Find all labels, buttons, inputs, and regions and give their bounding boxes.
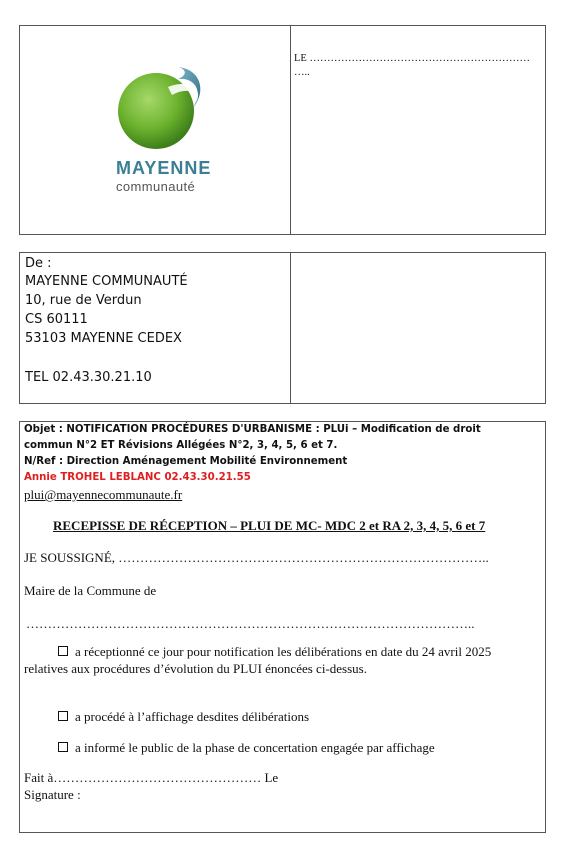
fait-a-field: Fait à………………………………………… Le [24, 770, 279, 785]
check-informed-label: a informé le public de la phase de concertation engagée par affichage [75, 740, 435, 755]
receipt-heading: RECEPISSE DE RÉCEPTION – PLUI DE MC- MDC 2 et RA 2, 3, 4, 5, 6 et 7 [53, 518, 486, 533]
maire-label: Maire de la Commune de [24, 583, 157, 598]
check-received-label-continued: relatives aux procédures d’évolution du PLUI énoncées ci-dessus. [24, 661, 367, 676]
check-informed[interactable] [58, 740, 435, 756]
checkbox-received[interactable] [58, 646, 68, 656]
sender-tel: TEL 02.43.30.21.10 [25, 370, 152, 385]
sender-cs: CS 60111 [25, 312, 88, 327]
receipt-box [19, 421, 546, 833]
check-posted[interactable] [58, 709, 309, 725]
mayenne-logo-icon [108, 57, 218, 167]
sender-divider [290, 253, 291, 403]
header-box [19, 25, 546, 235]
objet-line-1: Objet : NOTIFICATION PROCÉDURES D'URBANISME : PLUi – Modification de droit [24, 424, 481, 435]
logo-text-communaute: communauté [116, 179, 196, 194]
sender-org: MAYENNE COMMUNAUTÉ [25, 274, 188, 289]
contact-line: Annie TROHEL LEBLANC 02.43.30.21.55 [24, 472, 251, 483]
objet-line-2: commun N°2 ET Révisions Allégées N°2, 3, 4, 5, 6 et 7. [24, 440, 338, 451]
email-link[interactable]: plui@mayennecommunaute.fr [24, 487, 183, 502]
check-posted-label: a procédé à l’affichage desdites délibérations [75, 709, 310, 724]
sender-street: 10, rue de Verdun [25, 293, 142, 308]
sender-box [19, 252, 546, 404]
commune-field: ………………………………………………………………………………………….. [26, 616, 475, 631]
checkbox-informed[interactable] [58, 742, 68, 752]
date-line-continued: ….. [294, 67, 310, 78]
reference-line: N/Ref : Direction Aménagement Mobilité Environnement [24, 456, 348, 467]
sender-label: De : [25, 256, 52, 271]
check-received[interactable] [58, 644, 491, 660]
soussigne-field: JE SOUSSIGNÉ, ………………………………………………………………………….. [24, 550, 489, 565]
logo-text-mayenne: MAYENNE [116, 158, 212, 178]
signature-label: Signature : [24, 787, 81, 802]
header-divider [290, 26, 291, 234]
checkbox-posted[interactable] [58, 711, 68, 721]
check-received-label: a réceptionné ce jour pour notification les délibérations en date du 24 avril 2025 [75, 644, 492, 659]
date-line: LE ……………………………………………………… [294, 53, 530, 64]
sender-city: 53103 MAYENNE CEDEX [25, 331, 182, 346]
